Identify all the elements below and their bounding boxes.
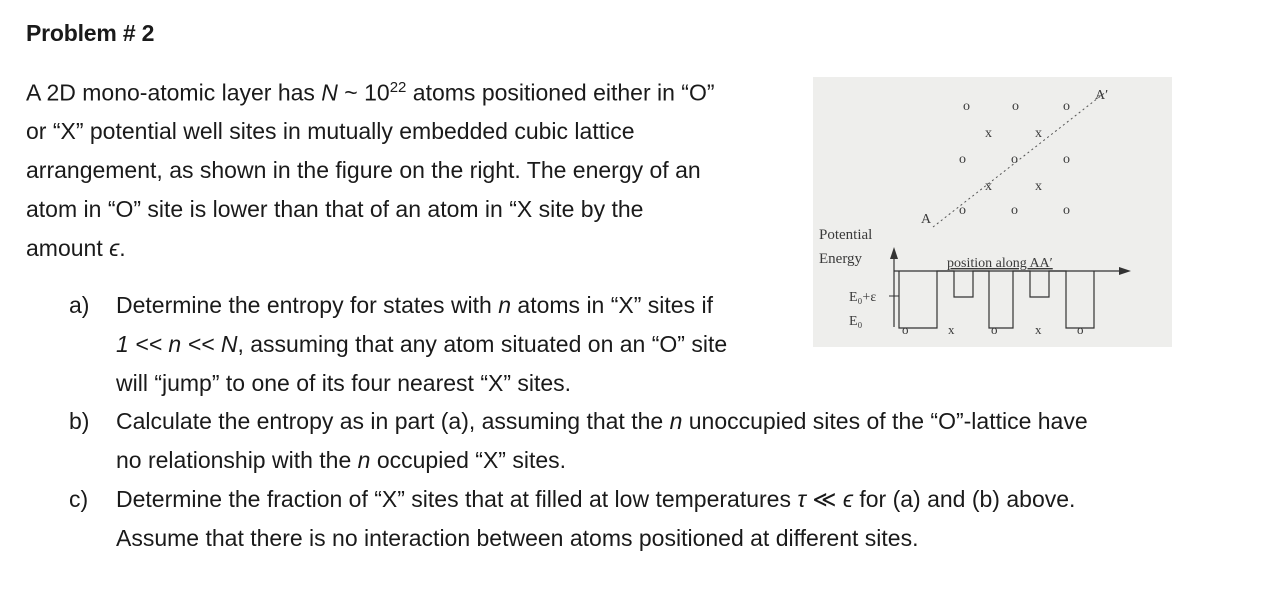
intro-text: atoms positioned either in “O” [406,79,715,106]
exponent: 22 [389,79,407,96]
lattice-figure [813,77,1172,347]
site-o: o [1011,203,1018,218]
site-o: o [959,203,966,218]
intro-line: amount [26,234,110,261]
site-o: o [1011,152,1018,167]
intro-text: A 2D mono-atomic layer has [26,79,322,106]
label-a-prime: A′ [1095,88,1109,103]
position-axis-arrow [1119,267,1131,275]
question-text [116,441,566,480]
position-label: position along AA′ [947,256,1053,271]
intro-text: ~ 10 [337,79,390,106]
text: Determine the entropy for states with [116,292,499,318]
site-x: x [985,126,992,141]
question-text [116,325,727,364]
var-n: n [498,292,512,318]
inequality: 1 << n << N [116,330,238,357]
list-marker: b) [69,408,90,435]
var-n: n [357,447,371,474]
intro-line: arrangement, as shown in the figure on the right. The energy of an [26,157,701,184]
text: unoccupied sites of the “O”-lattice have [682,408,1088,435]
question-text: will “jump” to one of its four nearest “X” sites. [116,369,572,396]
question-text [116,480,1075,519]
e0-plus-eps-label: E₀+ε [849,290,877,305]
text: Determine the fraction of “X” sites that at filled at low temperatures [116,486,798,512]
axis-site-o: o [991,322,998,337]
text: for (a) and (b) above. [852,486,1076,512]
tau-condition: τ ≪ ϵ [797,486,853,512]
axis-site-o: o [902,322,909,337]
text: , assuming that any atom situated on an “O” site [237,330,728,357]
axis-site-x: x [948,322,955,337]
energy-axis-arrow [890,247,898,259]
site-o: o [1063,152,1070,167]
site-x: x [1035,126,1042,141]
text: Calculate the entropy as in part (a), assuming that the [116,408,670,435]
lattice-svg [813,77,1172,347]
var-n: n [669,408,683,435]
intro-line: or “X” potential well sites in mutually embedded cubic lattice [26,118,635,145]
site-o: o [1063,99,1070,114]
energy-label: Energy [819,251,863,267]
site-o: o [959,152,966,167]
axis-site-o: o [1077,322,1084,337]
intro-line: atom in “O” site is lower than that of an atom in “X site by the [26,196,644,223]
text: atoms in “X” sites if [511,292,713,318]
site-x: x [1035,179,1042,194]
site-o: o [1063,203,1070,218]
site-x: x [985,179,992,194]
problem-intro [26,69,816,268]
problem-heading: Problem # 2 [26,20,155,46]
question-text: Assume that there is no interaction between atoms positioned at different sites. [116,524,919,551]
question-text [116,402,1088,441]
text: occupied “X” sites. [370,447,567,474]
potential-well-profile [899,271,1094,328]
label-a: A [921,212,932,227]
intro-line: . [119,234,126,261]
var-epsilon: ϵ [109,234,120,261]
text: no relationship with the [116,447,358,474]
e0-label: E₀ [849,314,863,329]
axis-site-x: x [1035,322,1042,337]
list-marker: c) [69,486,89,512]
var-N: N [321,79,338,106]
site-o: o [963,99,970,114]
list-marker: a) [69,292,90,318]
site-o: o [1012,99,1019,114]
question-text [116,286,713,325]
potential-label: Potential [819,227,873,243]
